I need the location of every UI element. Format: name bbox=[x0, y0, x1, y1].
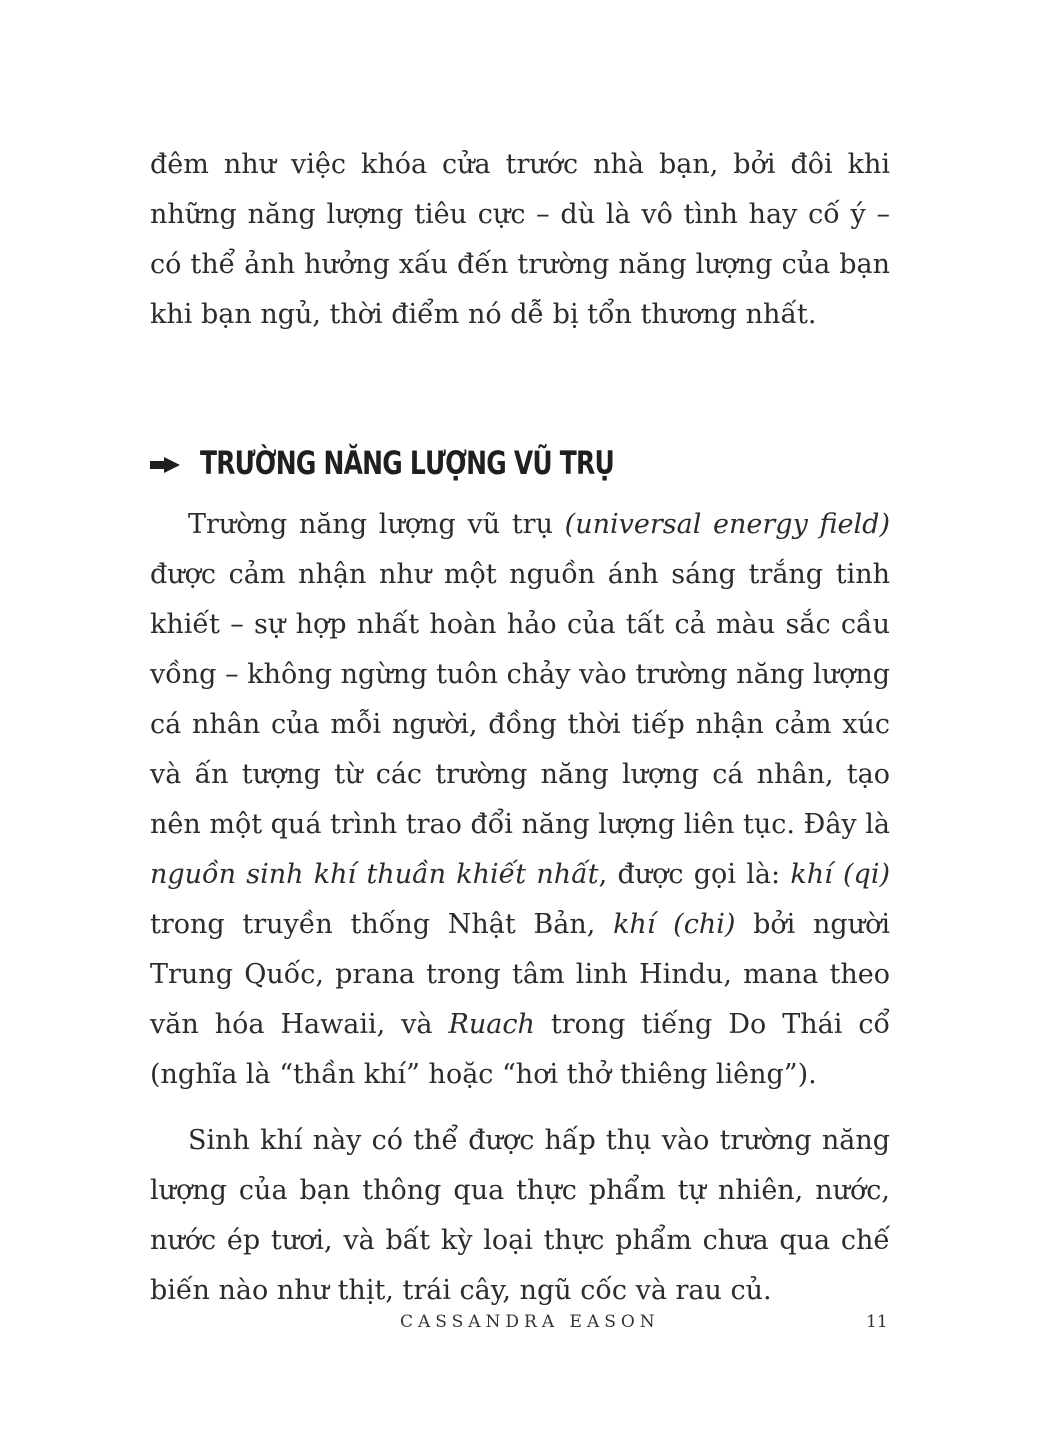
section-paragraph-2: Sinh khí này có thể được hấp thụ vào trường năng lượng của bạn thông qua thực phẩm tự nhiên, nước, nước ép tươi, và bất kỳ loại thực phẩm chưa qua chế biến nào như thịt, trái cây, ngũ cốc và rau củ. bbox=[150, 1125, 890, 1306]
text-run: Trường năng lượng vũ trụ bbox=[188, 509, 565, 540]
italic-term: khí (qi) bbox=[790, 859, 890, 890]
page-number: 11 bbox=[866, 1312, 888, 1332]
section-heading bbox=[150, 438, 890, 488]
italic-term: (universal energy field) bbox=[564, 509, 890, 540]
text-run: bởi người Trung Quốc, prana trong tâm linh Hindu, mana theo văn hóa Hawaii, và bbox=[150, 909, 890, 1040]
section-title: TRƯỜNG NĂNG LƯỢNG VŨ TRỤ bbox=[200, 444, 614, 482]
arrow-right-icon bbox=[150, 455, 180, 475]
footer-author: CASSANDRA EASON bbox=[400, 1312, 660, 1332]
italic-term: Ruach bbox=[448, 1009, 535, 1040]
text-run: được cảm nhận như một nguồn ánh sáng trắng tinh khiết – sự hợp nhất hoàn hảo của tất cả màu sắc cầu vồng – không ngừng tuôn chảy vào trường năng lượng cá nhân của mỗi người, đồng thời tiếp nhận cảm xúc và ấn tượng từ các trường năng lượng cá nhân, tạo nên một quá trình trao đổi năng lượng liên tục. Đây là bbox=[150, 559, 890, 840]
paragraph-gap bbox=[150, 1100, 890, 1116]
intro-paragraph: đêm như việc khóa cửa trước nhà bạn, bởi đôi khi những năng lượng tiêu cực – dù là vô tình hay cố ý – có thể ảnh hưởng xấu đến trường năng lượng của bạn khi bạn ngủ, thời điểm nó dễ bị tổn thương nhất. bbox=[150, 149, 890, 330]
text-run: trong truyền thống Nhật Bản, bbox=[150, 909, 614, 940]
section-body bbox=[150, 500, 890, 1316]
italic-term: khí (chi) bbox=[613, 909, 736, 940]
text-run: trong tiếng Do Thái cổ (nghĩa là “thần khí” hoặc “hơi thở thiêng liêng”). bbox=[150, 1009, 890, 1090]
page-footer bbox=[0, 1312, 1048, 1336]
page-content bbox=[150, 140, 890, 1316]
text-run: , được gọi là: bbox=[598, 859, 791, 890]
italic-term: nguồn sinh khí thuần khiết nhất bbox=[150, 859, 599, 890]
section-paragraph-1 bbox=[150, 500, 890, 1100]
